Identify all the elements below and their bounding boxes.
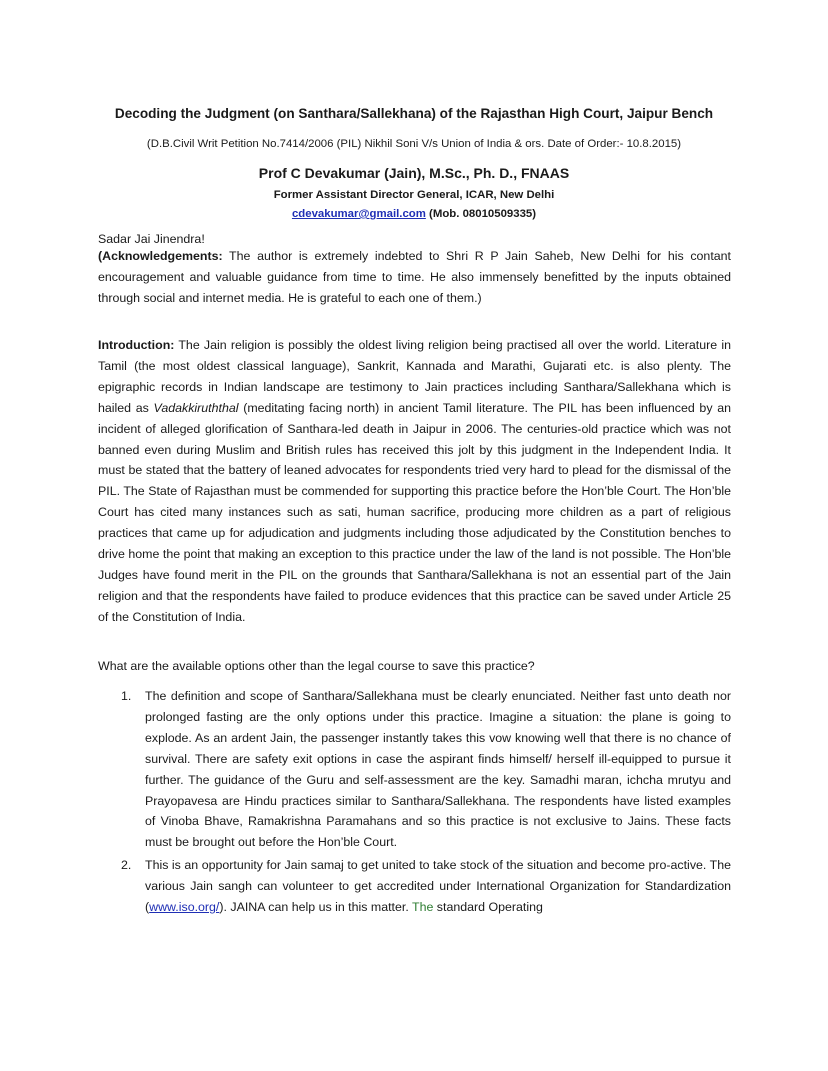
list-item xyxy=(98,855,731,918)
list-item-green-text: The xyxy=(412,900,434,915)
case-reference: (D.B.Civil Writ Petition No.7414/2006 (PIL) Nikhil Soni V/s Union of India & ors. Date of Order:- 10.8.2015) xyxy=(146,138,682,150)
acknowledgement-label: (Acknowledgements: xyxy=(98,249,223,263)
introduction-paragraph xyxy=(98,335,731,628)
options-question: What are the available options other than the legal course to save this practice? xyxy=(98,659,535,673)
document-title: Decoding the Judgment (on Santhara/Sallekhana) of the Rajasthan High Court, Jaipur Bench xyxy=(114,106,714,121)
iso-link[interactable]: www.iso.org/ xyxy=(149,900,220,915)
author-contact xyxy=(0,208,828,220)
email-link[interactable]: cdevakumar@gmail.com xyxy=(291,208,426,220)
list-item-text: The definition and scope of Santhara/Sallekhana must be clearly enunciated. Neither fast unto death nor prolonged fasting are the only options under this practice. Imagine a situation: the plane is going to explode. As an ardent Jain, the passenger instantly takes this vow knowing well that there is no chance of survival. There are safety exit options in case the aspirant finds himself/ herself ill-equipped to pursue it further. The guidance of the Guru and self-assessment are the key. Samadhi maran, ichcha mrutyu and Prayopavesa are Hindu practices similar to Santhara/Sallekhana. The respondents have listed examples of Vinoba Bhave, Ramakrishna Paramahans and so this practice is not exclusive to Jains. These facts must be brought out before the Hon’ble Court. xyxy=(145,689,731,850)
list-item-number: 1. xyxy=(121,689,132,703)
mobile-number: (Mob. 08010509335) xyxy=(429,208,537,220)
list-item-text-2: ). JAINA can help us in this matter. xyxy=(219,900,412,915)
greeting: Sadar Jai Jinendra! xyxy=(98,232,205,246)
introduction-italic-term: Vadakkiruththal xyxy=(153,400,239,415)
introduction-text-2: (meditating facing north) in ancient Tamil literature. The PIL has been influenced by an incident of alleged glorification of Santhara-led death in Jaipur in 2006. The centuries-old practice which was not banned even during Muslim and British rules has received this jolt by this judgment in the Independent India. It must be stated that the battery of leaned advocates for respondents tried very hard to plead for the dismissal of the PIL. The State of Rajasthan must be commended for supporting this practice before the Hon’ble Court. The Hon’ble Court has cited many instances such as sati, human sacrifice, producing more children as a part of religious practices that came up for adjudication and judgments including those adjudicated by the Constitution benches to drive home the point that making an exception to this practice under the law of the land is not possible. The Hon’ble Judges have found merit in the PIL on the grounds that Santhara/Sallekhana is not an essential part of the Jain religion and that the respondents have failed to produce evidences that this practice can be saved under Article 25 of the Constitution of India. xyxy=(98,400,731,624)
list-item-number: 2. xyxy=(121,858,132,873)
acknowledgement-paragraph xyxy=(98,246,731,309)
acknowledgement-text: The author is extremely indebted to Shri R P Jain Saheb, New Delhi for his contant encouragement and valuable guidance from time to time. He also immensely benefitted by the inputs obtained through social and internet media. He is grateful to each one of them.) xyxy=(98,249,731,305)
list-item-text-3: standard Operating xyxy=(433,900,543,915)
author-name: Prof C Devakumar (Jain), M.Sc., Ph. D., FNAAS xyxy=(258,165,570,181)
list-item-text-1: This is an opportunity for Jain samaj to get united to take stock of the situation and become pro-active. The various Jain sangh can volunteer to get accredited under International Organization for Standardization ( xyxy=(145,858,731,915)
introduction-text-1: The Jain religion is possibly the oldest living religion being practised all over the world. Literature in Tamil (the most oldest classical language), Sankrit, Kannada and Marathi, Gujarati etc. is also plenty. The epigraphic records in Indian landscape are testimony to Jain practices including Santhara/Sallekhana which is hailed as xyxy=(98,338,731,415)
options-list xyxy=(98,686,731,918)
author-affiliation: Former Assistant Director General, ICAR, New Delhi xyxy=(273,189,555,201)
list-item xyxy=(98,686,731,853)
introduction-label: Introduction: xyxy=(98,338,175,352)
